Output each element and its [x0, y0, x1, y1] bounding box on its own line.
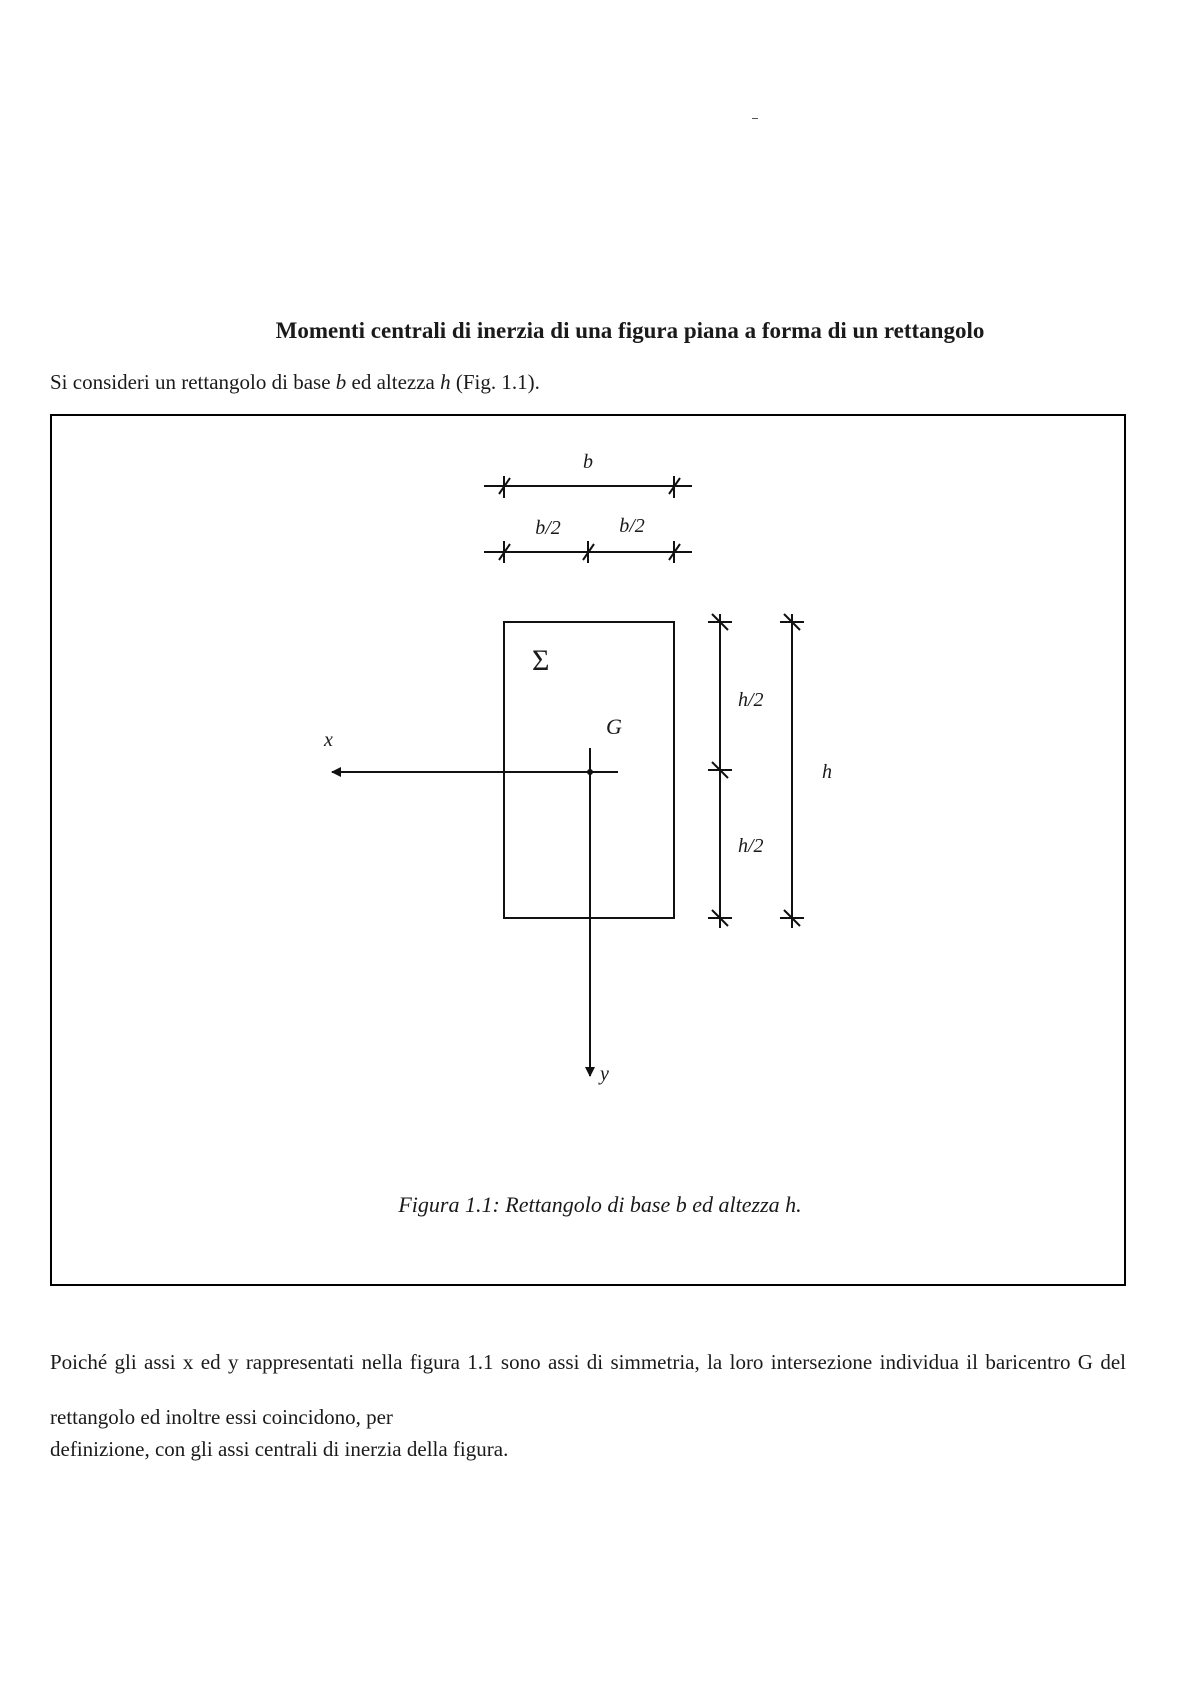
- figure-frame: [50, 414, 1126, 1286]
- body-line-1: Poiché gli assi x ed y rappresentati nella figura 1.1 sono assi di simmetria, la loro intersezione individua il baricentro G del rettangolo ed inoltre essi coincidono, per: [50, 1350, 1126, 1429]
- label-b: b: [583, 451, 593, 473]
- intro-var-b: b: [335, 370, 347, 394]
- centroid-point: [587, 769, 593, 775]
- intro-suffix: (Fig. 1.1).: [450, 370, 540, 394]
- label-x: x: [324, 729, 333, 751]
- label-g: G: [606, 714, 622, 739]
- label-sigma: Σ: [532, 644, 550, 677]
- rectangle-diagram: [52, 416, 1128, 1288]
- intro-middle: ed altezza: [346, 370, 441, 394]
- label-h: h: [822, 761, 832, 783]
- body-line-2: definizione, con gli assi centrali di inerzia della figura.: [50, 1437, 509, 1461]
- intro-prefix: Si consideri un rettangolo di base: [50, 370, 336, 394]
- intro-var-h: h: [440, 370, 451, 394]
- label-h-half-bottom: h/2: [738, 835, 764, 857]
- label-b-half-left: b/2: [535, 517, 561, 539]
- body-paragraph: [50, 1335, 1126, 1460]
- intro-paragraph: [50, 370, 540, 395]
- scan-mark: [752, 118, 758, 119]
- label-h-half-top: h/2: [738, 689, 764, 711]
- section-title: Momenti centrali di inerzia di una figura piana a forma di un rettangolo: [275, 318, 985, 343]
- label-y: y: [600, 1063, 609, 1085]
- label-b-half-right: b/2: [619, 515, 645, 537]
- figure-caption: Figura 1.1: Rettangolo di base b ed altezza h.: [398, 1192, 802, 1217]
